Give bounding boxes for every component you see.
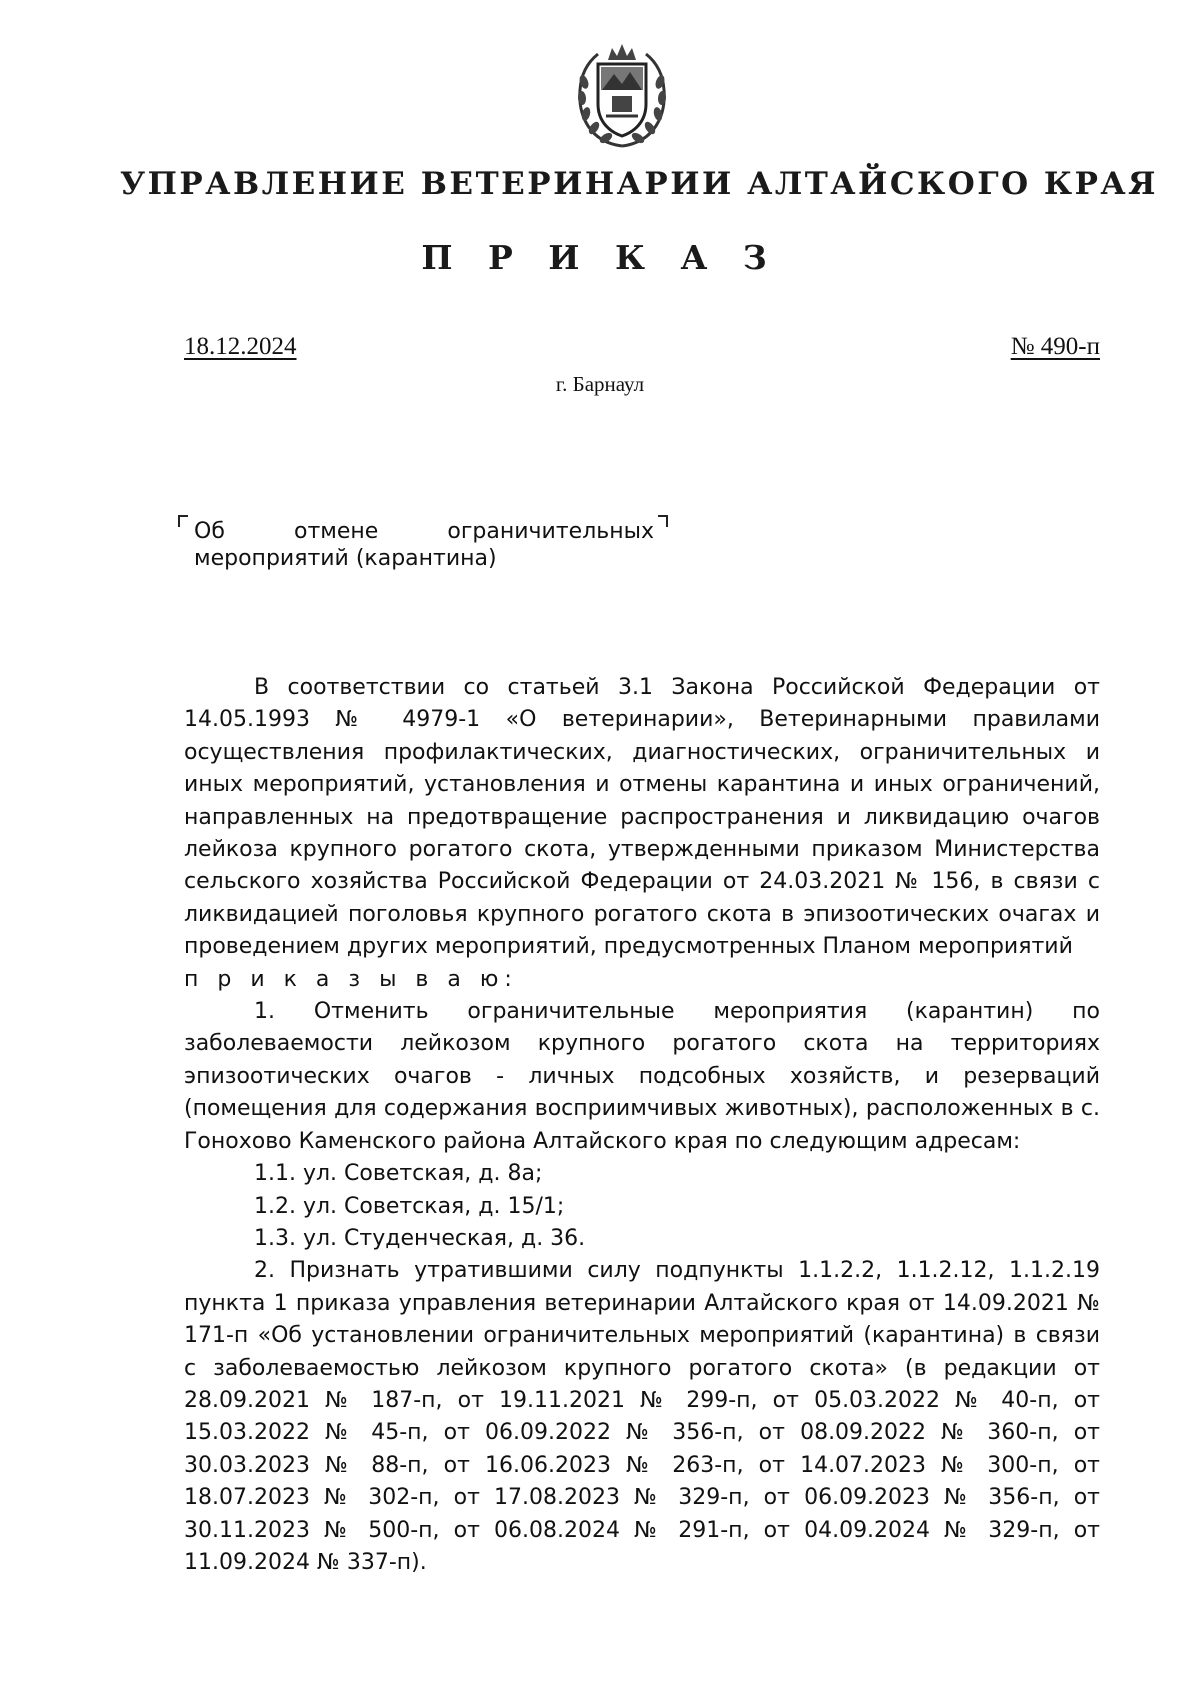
item-1-3-address: 1.3. ул. Студенческая, д. 36.	[254, 1225, 586, 1251]
item-1-1-address: 1.1. ул. Советская, д. 8а;	[254, 1161, 543, 1187]
order-subject	[194, 518, 654, 572]
item-1-2-address: 1.2. ул. Советская, д. 15/1;	[254, 1193, 565, 1219]
document-type-heading: П Р И К А З	[421, 238, 779, 277]
subject-line-1	[194, 518, 654, 545]
order-body	[184, 672, 1100, 1579]
preamble-paragraph: В соответствии со статьей 3.1 Закона Российской Федерации от 14.05.1993 № 4979-1 «О ветеринарии», Ветеринарными правилами осуществления профилактических, диагностических, ограничительных и иных мероприятий, установления и отмены карантина и иных ограничений, направленных на предотвращение распространения и ликвидацию очагов лейкоза крупного рогатого скота, утвержденными приказом Министерства сельского хозяйства Российской Федерации от 24.03.2021 № 156, в связи с ликвидацией поголовья крупного рогатого скота в эпизоотических очагах и проведением других мероприятий, предусмотренных Планом мероприятий	[184, 675, 1100, 960]
order-date: 18.12.2024	[184, 333, 297, 360]
subject-line-2: мероприятий (карантина)	[194, 546, 497, 571]
item-1-paragraph: 1. Отменить ограничительные мероприятия (карантин) по заболеваемости лейкозом крупного рогатого скота на территориях эпизоотических очагов - личных подсобных хозяйств, и резерваций (помещения для содержания восприимчивых животных), расположенных в с. Гонохово Каменского района Алтайского края по следующим адресам:	[184, 999, 1100, 1154]
subject-bracket-right-icon	[658, 515, 668, 527]
subject-word: ограничительных	[447, 519, 654, 544]
order-directive-word: п р и к а з ы в а ю:	[184, 966, 518, 992]
subject-word: отмене	[293, 519, 379, 544]
issue-city: г. Барнаул	[555, 372, 645, 396]
organization-title: УПРАВЛЕНИЕ ВЕТЕРИНАРИИ АЛТАЙСКОГО КРАЯ	[120, 166, 1159, 202]
subject-bracket-left-icon	[178, 515, 188, 527]
subject-word: Об	[194, 519, 225, 544]
item-2-paragraph: 2. Признать утратившими силу подпункты 1.1.2.2, 1.1.2.12, 1.1.2.19 пункта 1 приказа управления ветеринарии Алтайского края от 14.09.2021 № 171-п «Об установлении ограничительных мероприятий (карантина) в связи с заболеваемостью лейкозом крупного рогатого скота» (в редакции от 28.09.2021 № 187-п, от 19.11.2021 № 299-п, от 05.03.2022 № 40-п, от 15.03.2022 № 45-п, от 06.09.2022 № 356-п, от 08.09.2022 № 360-п, от 30.03.2023 № 88-п, от 16.06.2023 № 263-п, от 14.07.2023 № 300-п, от 18.07.2023 № 302-п, от 17.08.2023 № 329-п, от 06.09.2023 № 356-п, от 30.11.2023 № 500-п, от 06.08.2024 № 291-п, от 04.09.2024 № 329-п, от 11.09.2024 № 337-п).	[184, 1258, 1100, 1575]
order-number: № 490-п	[1010, 333, 1100, 360]
coat-of-arms-icon	[572, 38, 672, 154]
